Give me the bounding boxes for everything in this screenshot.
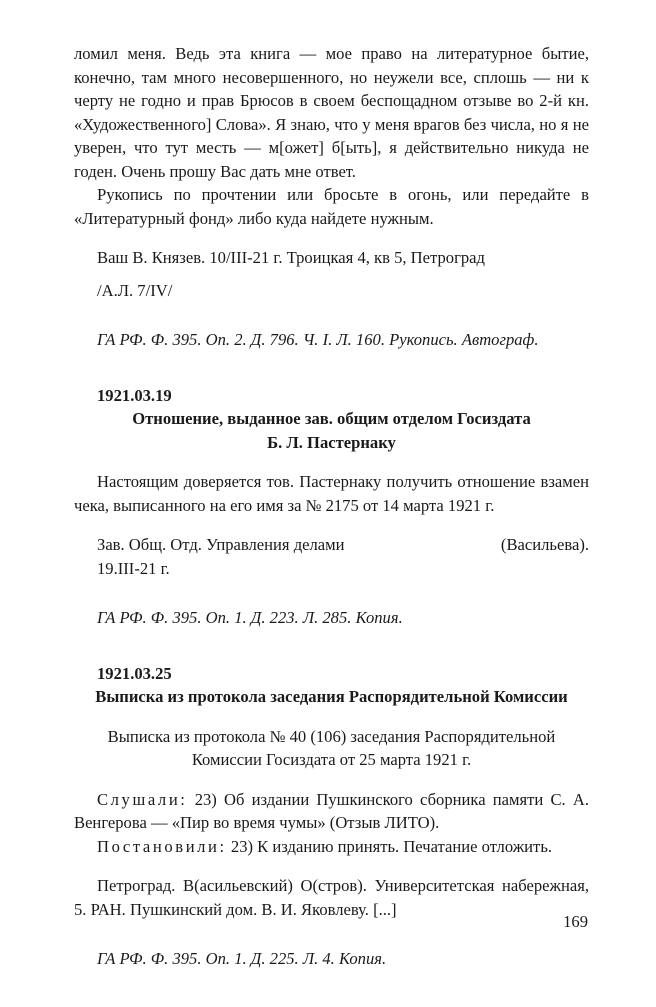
- doc1-sign-date: 19.III-21 г.: [97, 558, 170, 578]
- intro-source: ГА РФ. Ф. 395. Оп. 2. Д. 796. Ч. I. Л. 160. Рукопись. Автограф.: [97, 330, 539, 349]
- doc2-subtitle-line2: Комиссии Госиздата от 25 марта 1921 г.: [191, 750, 472, 769]
- page-number: 169: [563, 912, 588, 931]
- doc2-resolved: [74, 835, 589, 859]
- doc1-source: ГА РФ. Ф. 395. Оп. 1. Д. 223. Л. 285. Копия.: [97, 608, 403, 627]
- doc2-address: Петроград. В(асильевский) О(стров). Университетская набережная, 5. РАН. Пушкинский дом. В. И. Яковлеву. [...]: [74, 876, 589, 919]
- doc2-subtitle-line1: Выписка из протокола № 40 (106) заседания Распорядительной: [107, 726, 556, 746]
- doc2-heard-text: 23) Об издании Пушкинского сборника памяти С. А. Венгерова — «Пир во время чумы» (Отзыв ЛИТО).: [74, 789, 589, 832]
- doc1-title-line2: Б. Л. Пастернаку: [267, 432, 396, 452]
- doc1-body: Настоящим доверяется тов. Пастернаку получить отношение взамен чека, выписанного на его имя за № 2175 от 14 марта 1921 г.: [74, 472, 589, 515]
- intro-paragraph-1: ломил меня. Ведь эта книга — мое право на литературное бытие, конечно, там много несовершенного, но неужели все, сплошь — ни к черту не годно и прав Брюсов в своем беспощадном отзыве во 2-й кн. «Художественного] Слова». Я знаю, что у меня врагов без числа, но я не уверен, что тут месть — м[ожет] б[ыть], я действительно никуда не годен. Очень прошу Вас дать мне ответ.: [74, 44, 589, 181]
- doc1-sign-right: (Васильева).: [500, 535, 589, 554]
- doc2-resolved-label: Постановили:: [97, 836, 227, 856]
- doc2-heard-label: Слушали:: [97, 789, 188, 809]
- doc2-heard: [74, 788, 589, 835]
- doc2-date: 1921.03.25: [97, 663, 172, 683]
- doc1-date: 1921.03.19: [97, 385, 172, 405]
- doc2-title: Выписка из протокола заседания Распорядительной Комиссии: [95, 687, 568, 706]
- doc2-resolved-text: 23) К изданию принять. Печатание отложить.: [230, 836, 553, 856]
- page-content: [74, 42, 589, 971]
- doc1-signature-row: [74, 533, 589, 557]
- intro-paragraph-2: Рукопись по прочтении или бросьте в огонь, или передайте в «Литературный фонд» либо куда найдете нужным.: [74, 185, 589, 228]
- intro-signature: Ваш В. Князев. 10/III-21 г. Троицкая 4, кв 5, Петроград: [97, 248, 485, 267]
- doc1-sign-left: Зав. Общ. Отд. Управления делами: [97, 535, 345, 554]
- doc1-title-line1: Отношение, выданное зав. общим отделом Госиздата: [132, 409, 531, 428]
- doc2-source: ГА РФ. Ф. 395. Оп. 1. Д. 225. Л. 4. Копия.: [97, 949, 387, 968]
- intro-mark: /А.Л. 7/IV/: [97, 280, 173, 300]
